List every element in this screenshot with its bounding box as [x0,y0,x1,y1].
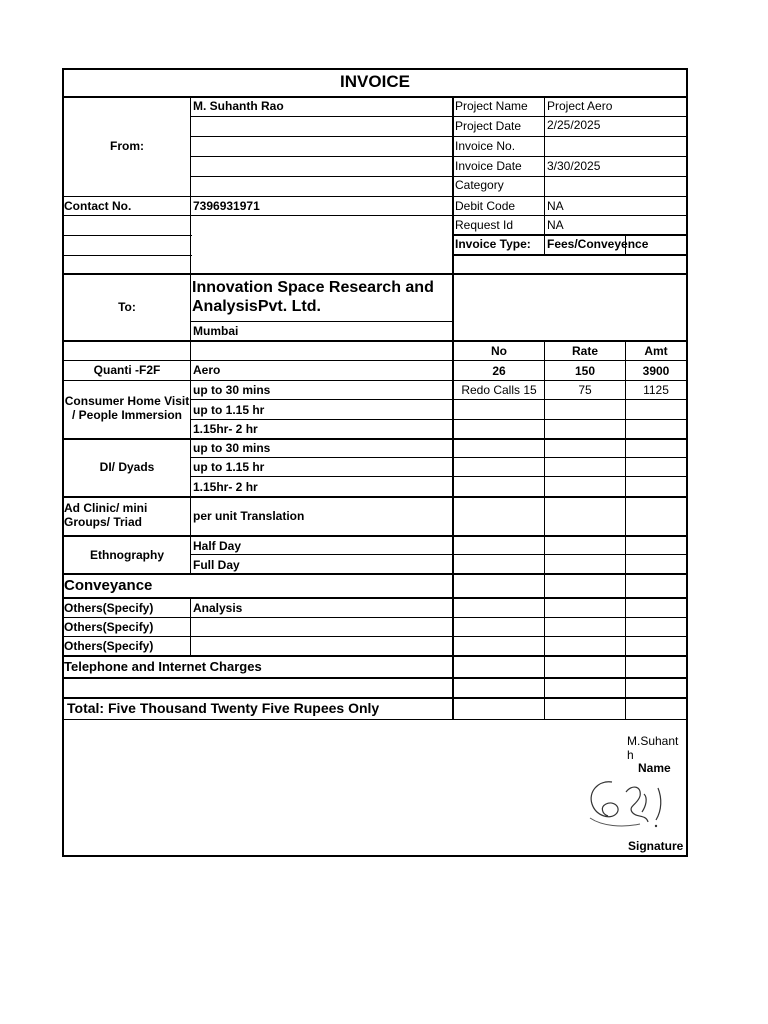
chv-row: up to 1.15 hr [193,403,265,417]
di-row: up to 1.15 hr [193,460,265,474]
telephone-label: Telephone and Internet Charges [64,659,262,674]
detail-value: NA [547,218,564,232]
detail-label: Invoice Type: [455,237,531,251]
adclinic-desc: per unit Translation [193,509,305,523]
ethno-row: Half Day [193,539,242,553]
signature-label: Signature [628,839,684,853]
adclinic-label: Ad Clinic/ mini Groups/ Triad [64,501,148,529]
ethno-label: Ethnography [90,548,164,562]
col-header-no: No [491,344,507,358]
redo-rate: 75 [578,383,592,397]
others-label: Others(Specify) [64,601,154,615]
col-header-rate: Rate [571,344,598,358]
ethno-row: Full Day [193,558,240,572]
contact-value: 7396931971 [193,199,260,213]
to-city: Mumbai [193,324,239,338]
detail-value: NA [547,199,564,213]
quanti-label: Quanti -F2F [93,363,161,377]
di-row: up to 30 mins [193,441,271,455]
name-value: M.Suhanth [627,734,679,762]
conveyance-label: Conveyance [64,577,153,594]
detail-value: Fees/Conveyence [547,237,649,251]
detail-label: Invoice No. [455,139,516,153]
quanti-desc: Aero [193,363,221,377]
others-label: Others(Specify) [64,639,154,653]
detail-label: Request Id [455,218,514,232]
name-label: Name [638,761,671,775]
chv-row: up to 30 mins [193,383,271,397]
detail-value: 2/25/2025 [547,118,601,132]
di-label: DI/ Dyads [99,460,155,474]
col-header-amt: Amt [644,344,668,358]
invoice-title: INVOICE [340,72,410,91]
from-label: From: [110,139,144,153]
chv-label: Consumer Home Visit / People Immersion [64,394,190,422]
quanti-no: 26 [492,364,506,378]
detail-value: Project Aero [547,99,613,113]
detail-label: Invoice Date [455,159,522,173]
frame-bottom [62,855,688,857]
to-label: To: [118,300,136,314]
frame-right [686,68,688,857]
detail-value: 3/30/2025 [547,159,601,173]
to-company: Innovation Space Research and AnalysisPvt. Ltd. [192,279,434,315]
chv-row: 1.15hr- 2 hr [193,422,258,436]
detail-label: Project Date [455,119,522,133]
redo-amt: 1125 [643,383,669,397]
total-text: Total: Five Thousand Twenty Five Rupees Only [67,700,380,716]
contact-label: Contact No. [64,199,132,213]
others-desc: Analysis [193,601,243,615]
signature-mark [582,770,674,836]
frame-top [62,68,688,70]
others-label: Others(Specify) [64,620,154,634]
detail-label: Project Name [455,99,528,113]
redo-no: Redo Calls 15 [461,383,537,397]
quanti-amt: 3900 [642,364,670,378]
detail-label: Debit Code [455,199,516,213]
di-row: 1.15hr- 2 hr [193,480,258,494]
quanti-rate: 150 [574,364,596,378]
detail-label: Category [455,178,504,192]
from-name: M. Suhanth Rao [193,99,284,113]
